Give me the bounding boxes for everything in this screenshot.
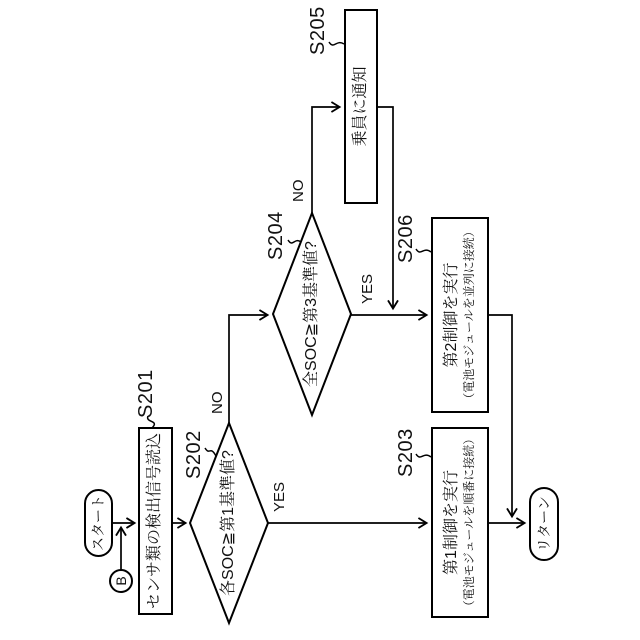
arrow-s202-no-to-s204 <box>229 315 267 423</box>
s206-label: 第2制御を実行 <box>442 262 460 368</box>
s202-label: 各SOC≧第1基準値? <box>219 450 237 596</box>
edge-label-s202-no: NO <box>209 391 226 414</box>
arrow-s206-to-return-line <box>488 315 512 516</box>
edge-label-s204-no: NO <box>290 179 307 202</box>
step-label-s201: S201 <box>135 369 157 418</box>
leader-s206 <box>416 249 431 252</box>
s203-sublabel: （電池モジュールを順番に接続） <box>462 432 477 613</box>
step-label-s202: S202 <box>183 430 205 479</box>
start-label: スタート <box>90 495 107 551</box>
s206-sublabel: （電池モジュールを並列に接続） <box>462 225 477 405</box>
step-label-s206: S206 <box>395 214 417 263</box>
return-node <box>530 488 558 560</box>
s203-label: 第1制御を実行 <box>442 470 460 575</box>
leader-s203 <box>416 454 431 457</box>
s204-label: 全SOC≧第3基準値? <box>302 241 320 387</box>
step-label-s205: S205 <box>307 6 329 55</box>
s205-node <box>345 10 377 203</box>
edge-label-s204-yes: YES <box>359 273 376 304</box>
arrow-s205-to-s206-line <box>377 107 393 308</box>
connector-b-node <box>110 570 132 592</box>
edge-label-s202-yes: YES <box>271 481 288 512</box>
s203-node <box>432 428 488 617</box>
s205-label: 乗員に通知 <box>351 66 369 147</box>
s201-node <box>139 428 172 614</box>
connector-b-label: B <box>112 576 129 586</box>
arrow-s204-no-to-s205 <box>312 107 339 213</box>
step-label-s204: S204 <box>265 211 287 260</box>
return-label: リターン <box>535 496 552 552</box>
s201-label: センサ類の検出信号読込 <box>146 433 164 610</box>
leader-s205 <box>329 42 344 45</box>
s206-node <box>432 218 488 412</box>
start-node <box>85 490 112 556</box>
step-label-s203: S203 <box>395 428 417 477</box>
